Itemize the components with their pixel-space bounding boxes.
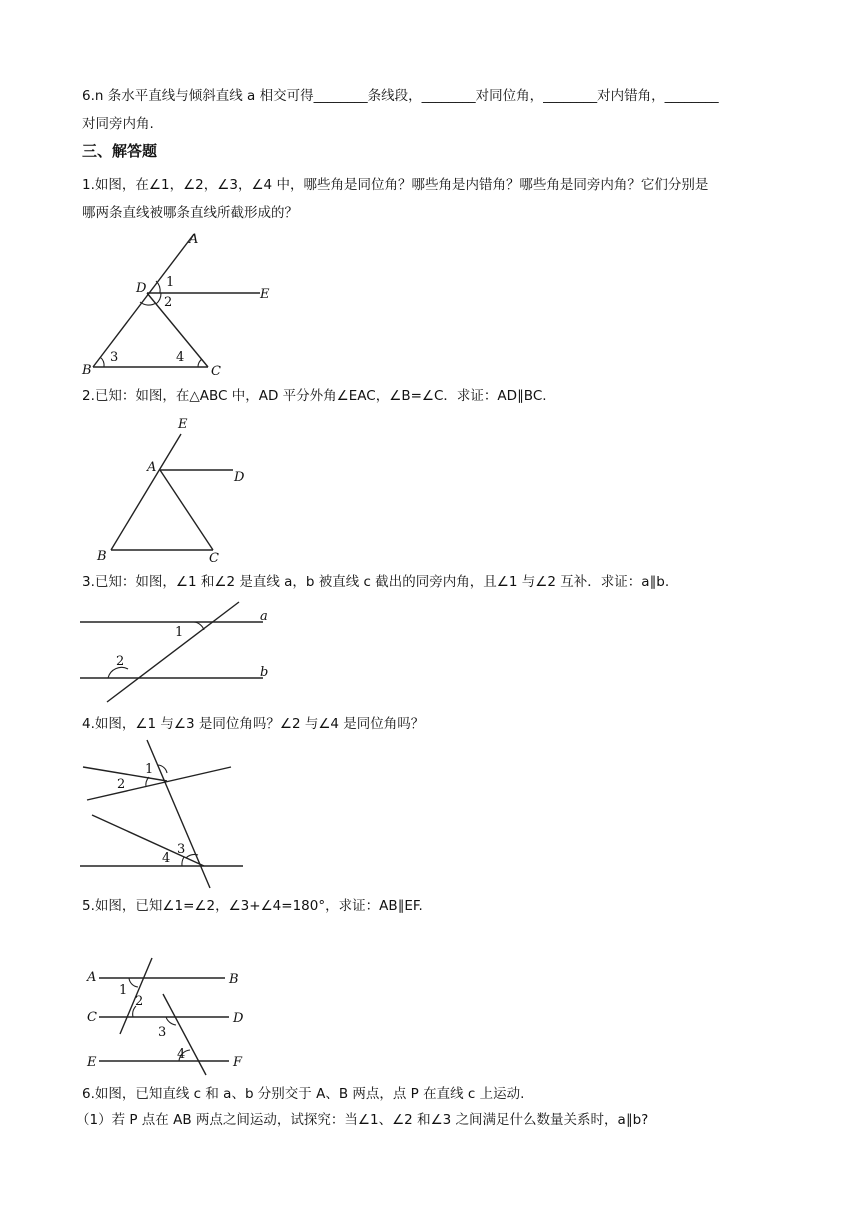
label-A: A [87, 970, 97, 985]
label-E: E [87, 1055, 97, 1070]
angle-label-1: 1 [145, 762, 154, 777]
angle-label-2: 2 [164, 295, 173, 310]
label-A: A [189, 232, 199, 247]
angle-label-2: 2 [116, 654, 125, 669]
angle-label-1: 1 [119, 983, 128, 998]
problem-4-text: 4.如图，∠1 与∠3 是同位角吗？∠2 与∠4 是同位角吗？ [82, 716, 425, 732]
angle-label-3: 3 [158, 1025, 167, 1040]
label-B: B [82, 363, 92, 378]
label-C: C [87, 1010, 97, 1025]
line-label-a: a [260, 609, 268, 624]
figure-problem-2 [85, 410, 265, 570]
label-A: A [147, 460, 157, 475]
label-D: D [234, 470, 245, 485]
fill-question-6-line2: 对同旁内角. [82, 116, 154, 132]
figure-problem-3 [80, 598, 280, 708]
angle-label-3: 3 [177, 842, 186, 857]
label-C: C [211, 364, 221, 379]
label-C: C [209, 551, 219, 566]
label-D: D [233, 1011, 244, 1026]
angle-label-3: 3 [110, 350, 119, 365]
problem-2-text: 2.已知：如图，在△ABC 中，AD 平分外角∠EAC，∠B=∠C．求证：AD∥BC. [82, 388, 547, 404]
problem-6-line2: （1）若 P 点在 AB 两点之间运动，试探究：当∠1、∠2 和∠3 之间满足什么数量关系时，a∥b? [76, 1112, 649, 1128]
figure-problem-4 [80, 738, 260, 890]
label-E: E [178, 417, 188, 432]
angle-label-1: 1 [166, 275, 175, 290]
figure-problem-5 [80, 950, 260, 1080]
angle-label-4: 4 [177, 1047, 186, 1062]
line-label-b: b [260, 665, 269, 680]
figure-problem-1 [70, 225, 290, 380]
label-D: D [136, 281, 147, 296]
problem-3-text: 3.已知：如图，∠1 和∠2 是直线 a，b 被直线 c 截出的同旁内角，且∠1 与∠2 互补．求证：a∥b. [82, 574, 670, 590]
angle-label-4: 4 [176, 350, 185, 365]
label-E: E [260, 287, 270, 302]
angle-label-2: 2 [117, 777, 126, 792]
problem-5-text: 5.如图，已知∠1=∠2，∠3+∠4=180°，求证：AB∥EF. [82, 898, 423, 914]
angle-label-1: 1 [175, 625, 184, 640]
section-title: 三、解答题 [82, 142, 158, 160]
problem-6-line1: 6.如图，已知直线 c 和 a、b 分别交于 A、B 两点，点 P 在直线 c 上运动. [82, 1086, 525, 1102]
angle-label-2: 2 [135, 994, 144, 1009]
label-B: B [97, 549, 107, 564]
fill-question-6-line1: 6.n 条水平直线与倾斜直线 a 相交可得________条线段，________对同位角，________对内错角，________ [82, 88, 719, 104]
label-F: F [233, 1055, 243, 1070]
problem-1-line1: 1.如图，在∠1，∠2，∠3，∠4 中，哪些角是同位角？哪些角是内错角？哪些角是同旁内角？它们分别是 [82, 177, 709, 193]
label-B: B [229, 972, 239, 987]
angle-label-4: 4 [162, 851, 171, 866]
problem-1-line2: 哪两条直线被哪条直线所截形成的？ [82, 205, 298, 221]
